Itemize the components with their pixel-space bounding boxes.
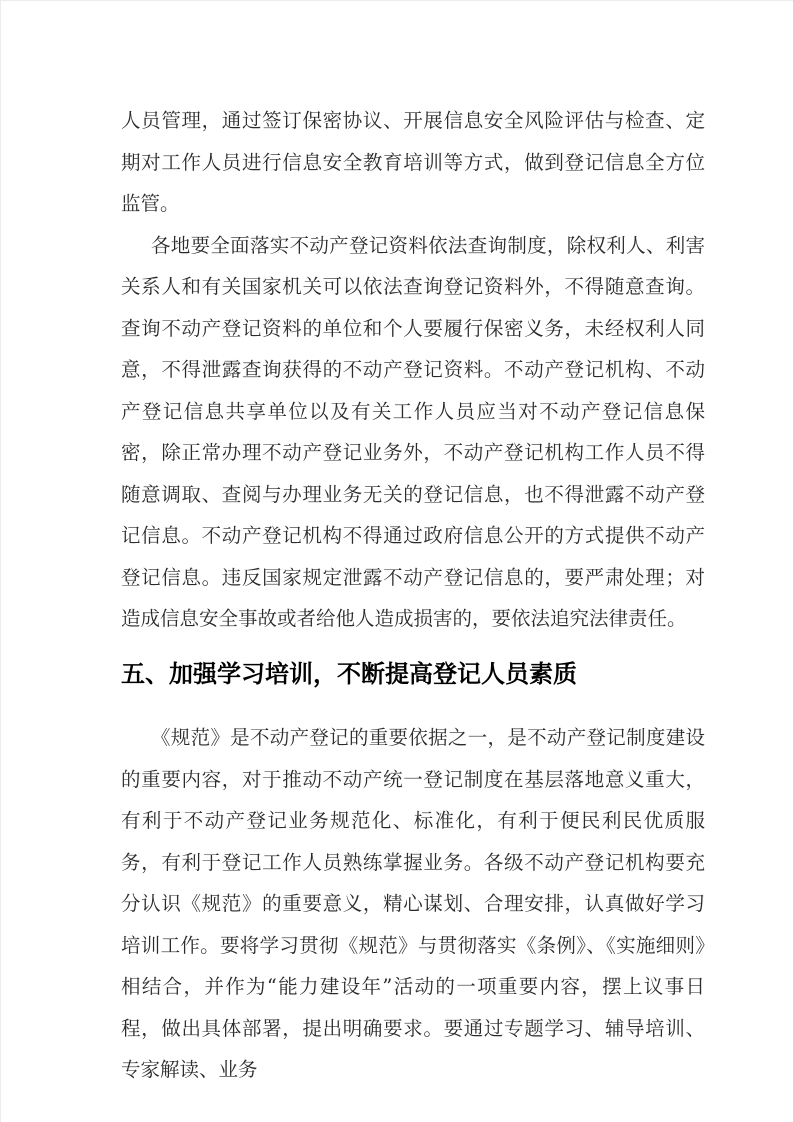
paragraph-info-security-continuation: 人员管理，通过签订保密协议、开展信息安全风险评估与检查、定期对工作人员进行信息安全教育培训等方式，做到登记信息全方位监管。 bbox=[121, 109, 705, 215]
section-heading-5: 五、加强学习培训，不断提高登记人员素质 bbox=[121, 659, 577, 688]
paragraph-study-training: 《规范》是不动产登记的重要依据之一，是不动产登记制度建设的重要内容，对于推动不动产统一登记制度在基层落地意义重大，有利于不动产登记业务规范化、标准化，有利于便民利民优质服务，有利于登记工作人员熟练掌握业务。各级不动产登记机构要充分认识《规范》的重要意义，精心谋划、合理安排，认真做好学习培训工作。要将学习贯彻《规范》与贯彻落实《条例》、《实施细则》相结合，并作为“能力建设年”活动的一项重要内容，摆上议事日程，做出具体部署，提出明确要求。要通过专题学习、辅导培训、专家解读、业务 bbox=[121, 726, 705, 1081]
paragraph-query-confidentiality: 各地要全面落实不动产登记资料依法查询制度，除权利人、利害关系人和有关国家机关可以依法查询登记资料外，不得随意查询。查询不动产登记资料的单位和个人要履行保密义务，未经权利人同意，不得泄露查询获得的不动产登记资料。不动产登记机构、不动产登记信息共享单位以及有关工作人员应当对不动产登记信息保密，除正常办理不动产登记业务外，不动产登记机构工作人员不得随意调取、查阅与办理业务无关的登记信息，也不得泄露不动产登记信息。不动产登记机构不得通过政府信息公开的方式提供不动产登记信息。违反国家规定泄露不动产登记信息的，要严肃处理；对造成信息安全事故或者给他人造成损害的，要依法追究法律责任。 bbox=[121, 233, 705, 630]
